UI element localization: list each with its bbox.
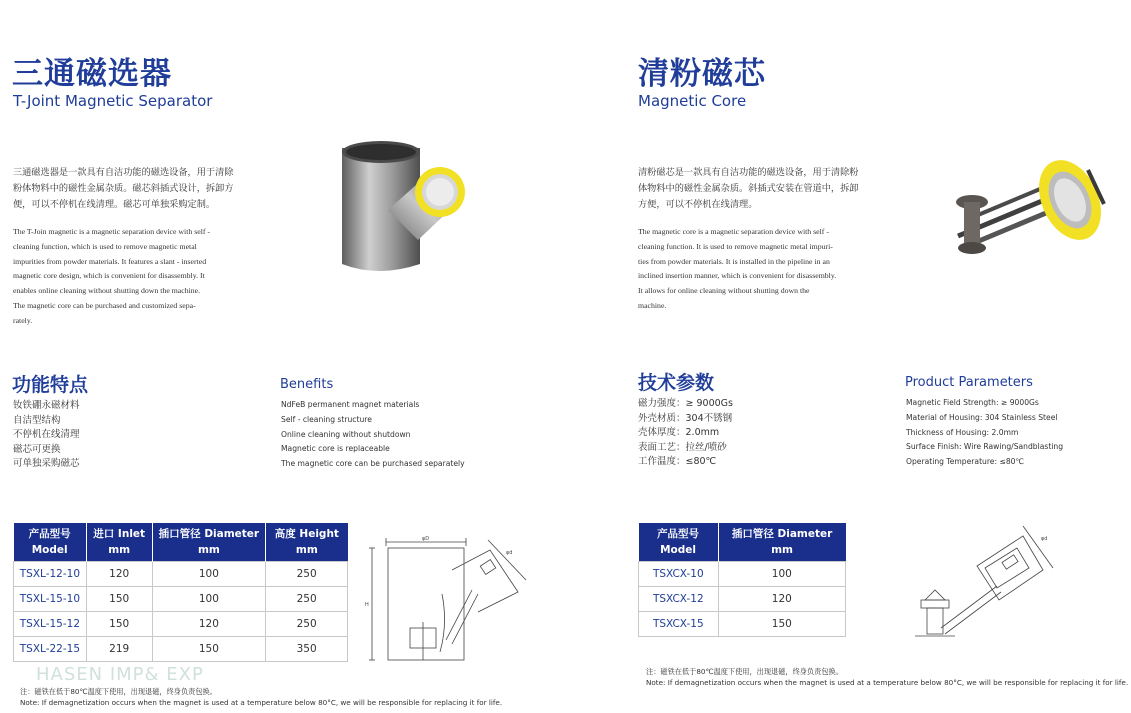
desc-line: machine. — [638, 300, 667, 310]
column-header: 产品型号 Model — [14, 523, 87, 562]
table-row — [639, 562, 846, 587]
desc-line: rately. — [13, 315, 33, 325]
right-description-en — [638, 225, 876, 314]
watermark-logo: HASEN IMP& EXP — [36, 664, 204, 685]
table-cell: 100 — [718, 562, 845, 587]
list-item: Magnetic Field Strength: ≥ 9000Gs — [906, 398, 1039, 407]
desc-line: inclined insertion manner, which is convenient for disassembly. — [638, 271, 837, 281]
list-item: The magnetic core can be purchased separately — [281, 459, 465, 469]
desc-line: The magnetic core can be purchased and customized sepa- — [13, 300, 196, 310]
table-cell: 250 — [266, 562, 348, 587]
magnetic-core-technical-drawing — [905, 520, 1075, 650]
desc-line: 三通磁选器是一款具有自洁功能的磁选设备，用于清除 — [13, 167, 234, 178]
table-cell: 100 — [152, 587, 266, 612]
desc-line: 方便，可以不停机在线清理。 — [638, 199, 758, 210]
magnetic-core-image — [948, 150, 1108, 265]
list-item: 不停机在线清理 — [13, 429, 80, 441]
t-joint-separator-image — [330, 132, 480, 282]
table-cell: 219 — [86, 637, 152, 662]
column-header: 产品型号 Model — [639, 523, 719, 562]
table-cell: TSXL-15-10 — [14, 587, 87, 612]
table-header-row — [14, 523, 348, 562]
params-list-en — [906, 396, 1063, 470]
right-title-en: Magnetic Core — [638, 92, 747, 110]
dimension-label: H — [365, 602, 369, 608]
desc-line: enables online cleaning without shutting down the machine. — [13, 286, 201, 296]
column-header: 插口管径 Diameter mm — [152, 523, 266, 562]
benefits-heading-en: Benefits — [280, 377, 334, 392]
desc-line: ties from powder materials. It is installed in the pipeline in an — [638, 256, 830, 266]
table-cell: TSXL-15-12 — [14, 612, 87, 637]
list-item: 工作温度：≤80℃ — [638, 456, 717, 468]
desc-line: cleaning function, which is used to remove magnetic metal — [13, 241, 197, 251]
table-row — [14, 587, 348, 612]
right-title-zh: 清粉磁芯 — [638, 56, 766, 92]
table-cell: TSXL-22-15 — [14, 637, 87, 662]
table-cell: 120 — [718, 587, 845, 612]
list-item: Surface Finish: Wire Rawing/Sandblasting — [906, 442, 1064, 452]
table-row — [14, 637, 348, 662]
column-header: 高度 Height mm — [266, 523, 348, 562]
list-item: 表面工艺：拉丝/喷砂 — [638, 441, 727, 453]
list-item: 自洁型结构 — [13, 414, 61, 426]
table-cell: TSXCX-15 — [639, 612, 719, 637]
list-item: Self - cleaning structure — [281, 414, 372, 424]
list-item: 钕铁硼永磁材料 — [13, 400, 80, 411]
list-item: Magnetic core is replaceable — [281, 444, 390, 454]
left-description-en — [13, 225, 253, 329]
list-item: 磁力强度：≥ 9000Gs — [638, 398, 733, 409]
dimension-label: φd — [506, 550, 513, 556]
table-cell: 120 — [86, 562, 152, 587]
table-cell: 100 — [152, 562, 266, 587]
desc-line: The magnetic core is a magnetic separation device with self - — [638, 227, 829, 236]
table-cell: 150 — [152, 637, 266, 662]
list-item: 外壳材质：304不锈钢 — [638, 412, 733, 424]
table-cell: 250 — [266, 612, 348, 637]
right-spec-table — [638, 523, 846, 637]
params-heading-zh: 技术参数 — [638, 372, 715, 394]
features-heading-zh: 功能特点 — [12, 374, 89, 396]
column-header: 插口管径 Diameter mm — [718, 523, 845, 562]
left-note-zh: 注：磁铁在低于80℃温度下使用，出现退磁，终身负责包换。 — [20, 687, 217, 696]
table-cell: TSXCX-10 — [639, 562, 719, 587]
params-heading-en: Product Parameters — [905, 375, 1033, 390]
right-description-zh — [638, 165, 883, 213]
desc-line: 体物料中的磁性金属杂质。斜插式安装在管道中，拆卸 — [638, 183, 859, 194]
desc-line: 粉体物料中的磁性金属杂质。磁芯斜插式设计，拆卸方 — [13, 183, 234, 194]
right-note-zh: 注：磁铁在低于80℃温度下使用，出现退磁，终身负责包换。 — [646, 667, 843, 676]
table-cell: 150 — [718, 612, 845, 637]
list-item: 磁芯可更换 — [13, 443, 61, 455]
params-list-zh — [638, 397, 733, 470]
table-cell: 120 — [152, 612, 266, 637]
desc-line: 清粉磁芯是一款具有自洁功能的磁选设备，用于清除粉 — [638, 167, 859, 178]
list-item: Online cleaning without shutdown — [281, 429, 411, 439]
desc-line: The T-Join magnetic is a magnetic separation device with self - — [13, 227, 211, 236]
dimension-label: φD — [422, 536, 430, 542]
table-row — [639, 587, 846, 612]
right-note-en: Note: If demagnetization occurs when the magnet is used at a temperature below 80°C, we will be responsible for replacing it for life. — [646, 678, 1129, 687]
left-spec-table — [13, 523, 348, 662]
left-title-en: T-Joint Magnetic Separator — [13, 92, 213, 110]
desc-line: 便，可以不停机在线清理。磁芯可单独采购定制。 — [13, 199, 216, 210]
list-item: Thickness of Housing: 2.0mm — [906, 427, 1019, 437]
desc-line: magnetic core design, which is convenient for disassembly. It — [13, 271, 205, 281]
list-item: 可单独采购磁芯 — [13, 458, 80, 470]
left-title-zh: 三通磁选器 — [12, 56, 172, 92]
desc-line: cleaning function. It is used to remove magnetic metal impuri- — [638, 241, 833, 251]
t-joint-technical-drawing — [360, 528, 540, 668]
table-header-row — [639, 523, 846, 562]
list-item: Operating Temperature: ≤80℃ — [906, 457, 1025, 467]
table-cell: TSXL-12-10 — [14, 562, 87, 587]
table-row — [639, 612, 846, 637]
desc-line: It allows for online cleaning without shutting down the — [638, 286, 810, 296]
list-item: NdFeB permanent magnet materials — [281, 400, 420, 409]
left-note-en: Note: If demagnetization occurs when the magnet is used at a temperature below 80°C, we will be responsible for replacing it for life. — [20, 698, 503, 707]
list-item: 壳体厚度：2.0mm — [638, 427, 720, 439]
column-header: 进口 Inlet mm — [86, 523, 152, 562]
features-list-zh — [13, 399, 80, 472]
table-cell: TSXCX-12 — [639, 587, 719, 612]
table-cell: 350 — [266, 637, 348, 662]
table-row — [14, 562, 348, 587]
desc-line: impurities from powder materials. It features a slant - inserted — [13, 256, 207, 266]
list-item: Material of Housing: 304 Stainless Steel — [906, 412, 1058, 422]
table-row — [14, 612, 348, 637]
table-cell: 150 — [86, 587, 152, 612]
dimension-label: φd — [1041, 536, 1048, 542]
table-cell: 150 — [86, 612, 152, 637]
benefits-list-en — [281, 398, 465, 472]
left-description-zh — [13, 165, 258, 213]
table-cell: 250 — [266, 587, 348, 612]
